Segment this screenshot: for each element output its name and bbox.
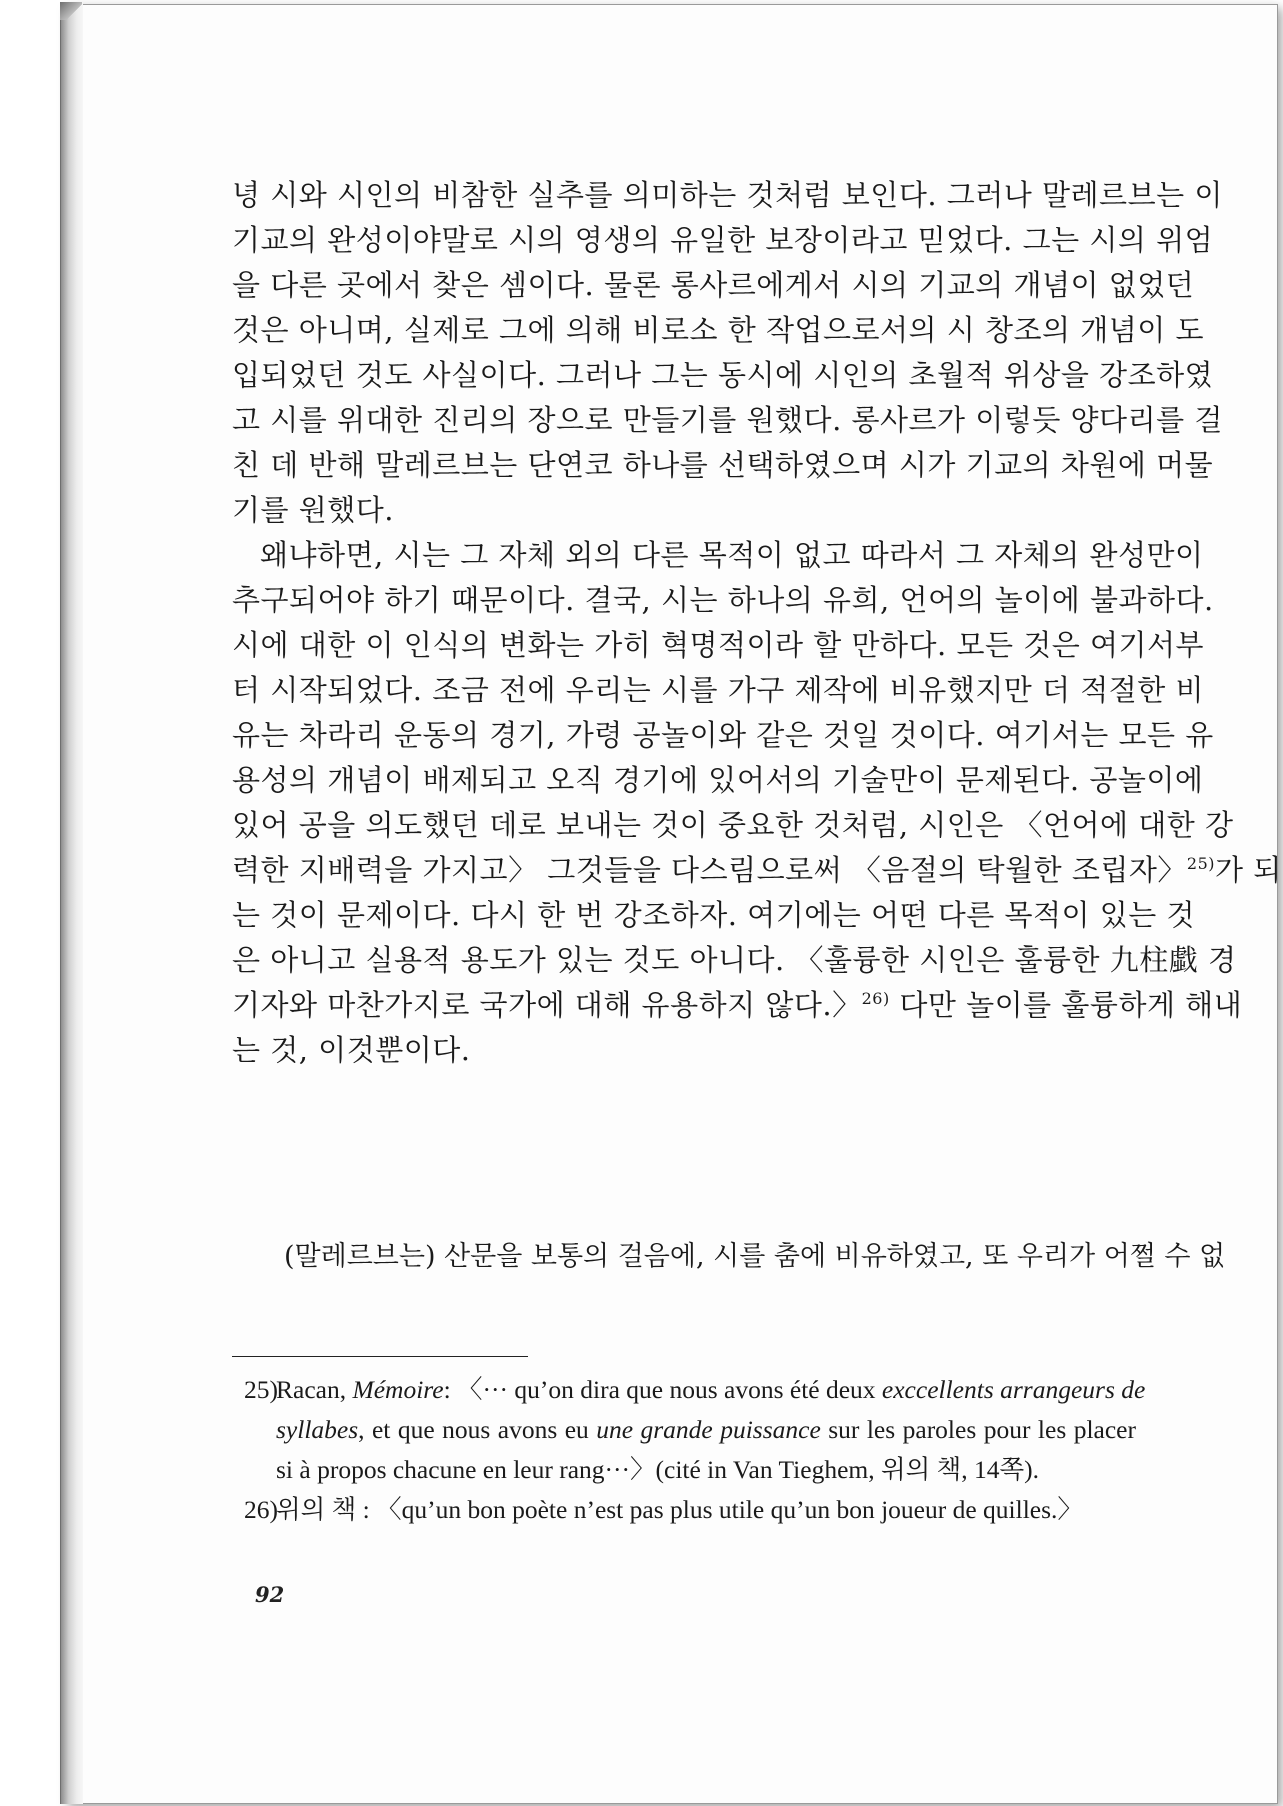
footnote-emphasis: syllabes [276, 1415, 359, 1444]
main-text [232, 173, 1282, 1073]
footnote-emphasis: exccellents arrangeurs de [881, 1375, 1146, 1404]
text-line: 고 시를 위대한 진리의 장으로 만들기를 원했다. 롱사르가 이렇듯 양다리를 걸 [232, 403, 1223, 437]
text-line: 녕 시와 시인의 비참한 실추를 의미하는 것처럼 보인다. 그러나 말레르브는 이 [232, 178, 1223, 212]
page-number: 92 [255, 1582, 285, 1607]
text-line: 용성의 개념이 배제되고 오직 경기에 있어서의 기술만이 문제된다. 공놀이에 [232, 763, 1204, 797]
footnote-text: : 〈··· qu’on dira que nous avons été deux [443, 1375, 882, 1404]
text-segment: 기자와 마찬가지로 국가에 대해 유용하지 않다.〉 [232, 988, 862, 1022]
text-line: 는 것, 이것뿐이다. [232, 1033, 471, 1067]
text-line: 기를 원했다. [232, 493, 395, 527]
footnote-ref-26[interactable]: 26) [861, 989, 890, 1008]
footnote-text: , et que nous avons eu [358, 1415, 597, 1444]
footnote-ref-25[interactable]: 25) [1186, 854, 1216, 873]
text-line: 터 시작되었다. 조금 전에 우리는 시를 가구 제작에 비유했지만 더 적절한 비 [232, 673, 1205, 707]
footnote-25-cont: si à propos chacune en leur rang···〉(cité in Van Tieghem, 위의 책, 14쪽). [276, 1455, 1040, 1484]
text-line: 는 것이 문제이다. 다시 한 번 강조하자. 여기에는 어떤 다른 목적이 있는 것 [232, 898, 1195, 932]
footnote-text: 위의 책 : 〈qu’un bon poète n’est pas plus utile qu’un bon joueur de quilles.〉 [276, 1495, 1083, 1524]
book-spine [60, 2, 83, 1804]
footnote-26 [244, 1490, 1136, 1530]
text-line: 기교의 완성이야말로 시의 영생의 유일한 보장이라고 믿었다. 그는 시의 위엄 [232, 223, 1214, 257]
text-line: 친 데 반해 말레르브는 단연코 하나를 선택하였으며 시가 기교의 차원에 머물 [232, 448, 1214, 482]
text-line [232, 848, 1282, 893]
block-quote: (말레르브는) 산문을 보통의 걸음에, 시를 춤에 비유하였고, 또 우리가 어쩔 수 없 [284, 1241, 1226, 1272]
footnote-text: Racan, [276, 1375, 353, 1404]
footnote-title: Mémoire [352, 1375, 444, 1404]
text-segment: 가 되 [1215, 853, 1282, 887]
text-segment: 력한 지배력을 가지고〉 그것들을 다스림으로써 〈음절의 탁월한 조립자〉 [232, 853, 1187, 887]
text-line: 있어 공을 의도했던 데로 보내는 것이 중요한 것처럼, 시인은 〈언어에 대한 강 [232, 808, 1234, 842]
text-line: 추구되어야 하기 때문이다. 결국, 시는 하나의 유희, 언어의 놀이에 불과하다. [232, 583, 1214, 617]
text-line: 을 다른 곳에서 찾은 셈이다. 물론 롱사르에게서 시의 기교의 개념이 없었던 [232, 268, 1195, 302]
book-spine-corner [60, 2, 82, 20]
text-line: 유는 차라리 운동의 경기, 가령 공놀이와 같은 것일 것이다. 여기서는 모든 유 [232, 718, 1214, 752]
text-line: 왜냐하면, 시는 그 자체 외의 다른 목적이 없고 따라서 그 자체의 완성만이 [260, 538, 1204, 572]
footnote-25 [244, 1370, 1146, 1410]
footnote-text: sur les paroles pour les placer [820, 1415, 1136, 1444]
text-line: 입되었던 것도 사실이다. 그러나 그는 동시에 시인의 초월적 위상을 강조하였 [232, 358, 1214, 392]
footnote-divider [232, 1356, 528, 1357]
footnote-25-cont [244, 1410, 1136, 1450]
text-line [232, 983, 1243, 1028]
text-line: 은 아니고 실용적 용도가 있는 것도 아니다. 〈훌륭한 시인은 훌륭한 九柱戱 경 [232, 943, 1237, 977]
footnote-number: 25) [244, 1375, 278, 1404]
footnote-number: 26) [244, 1495, 278, 1524]
text-line: 것은 아니며, 실제로 그에 의해 비로소 한 작업으로서의 시 창조의 개념이 도 [232, 313, 1205, 347]
text-segment: 다만 놀이를 훌륭하게 해내 [889, 988, 1243, 1022]
footnotes [244, 1370, 1146, 1530]
text-line: 시에 대한 이 인식의 변화는 가히 혁명적이라 할 만하다. 모든 것은 여기서부 [232, 628, 1205, 662]
footnote-emphasis: une grande puissance [596, 1415, 821, 1444]
